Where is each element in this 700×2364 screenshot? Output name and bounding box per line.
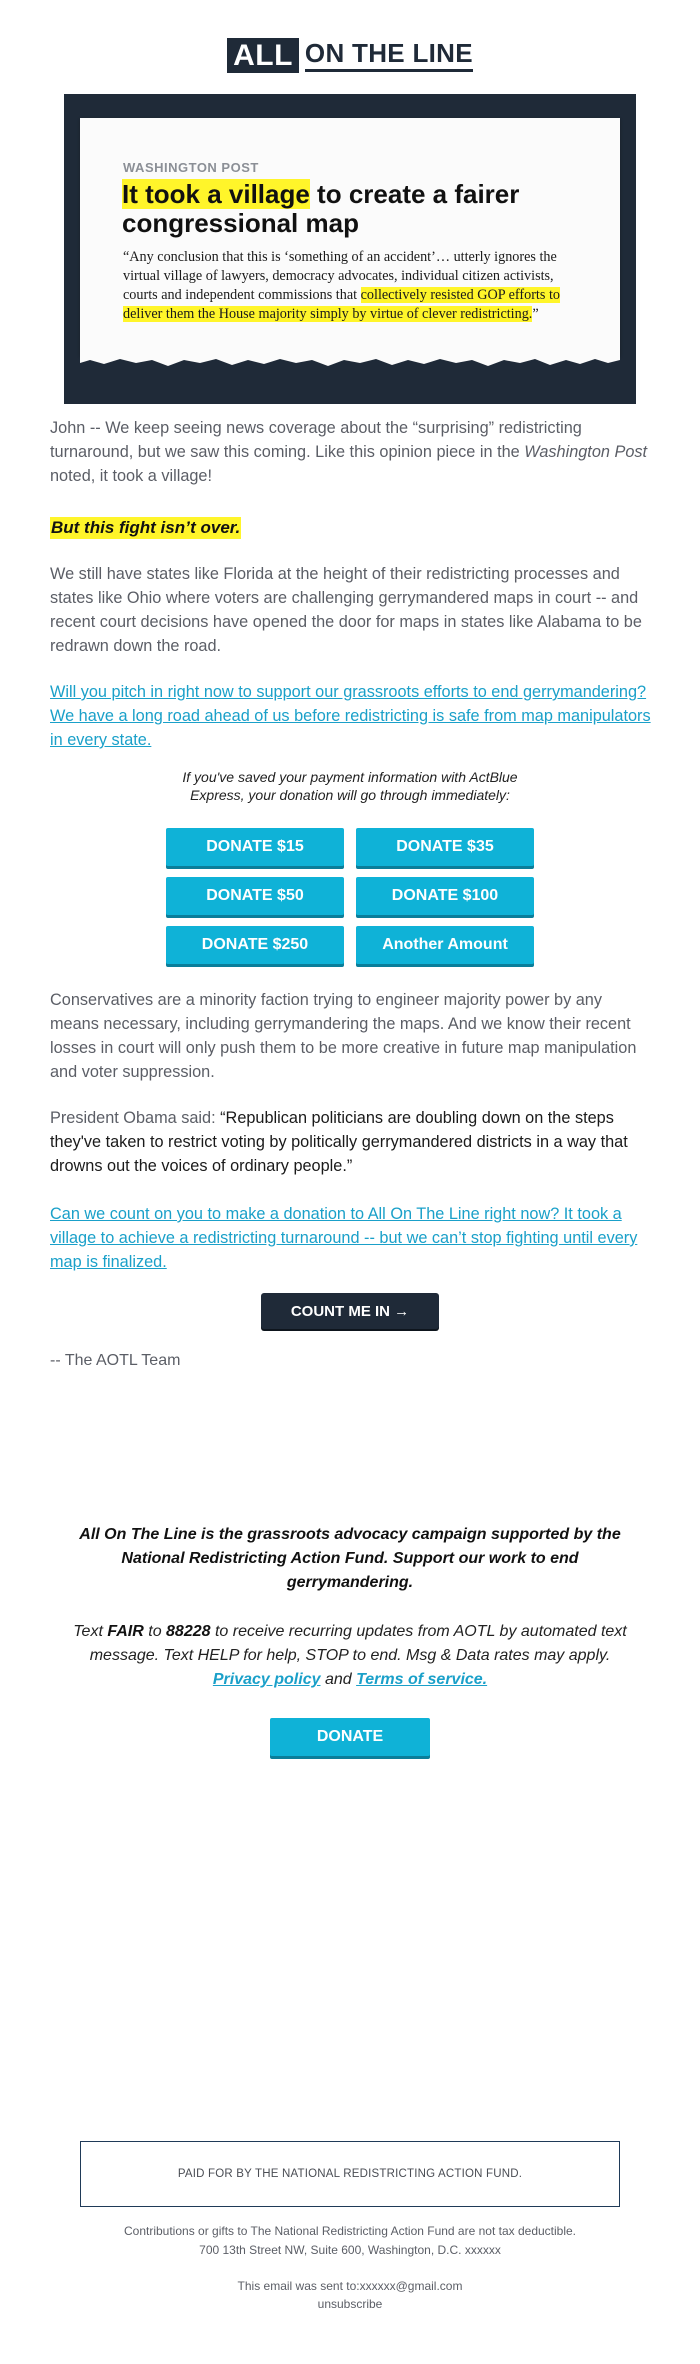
logo-box: ALL	[227, 38, 299, 73]
sms-text: to	[143, 1623, 167, 1640]
privacy-policy-link[interactable]: Privacy policy	[212, 1671, 321, 1688]
logo-text: ON THE LINE	[305, 39, 473, 72]
sms-text: to receive recurring updates from AOTL by automated text message. Text HELP for help, STOP to end. Msg & Data rates may apply.	[89, 1623, 627, 1664]
mailing-address: 700 13th Street NW, Suite 600, Washington, D.C. xxxxxx	[199, 2243, 501, 2257]
conservatives-paragraph: Conservatives are a minority faction trying to engineer majority power by any means necessary, including gerrymandering the maps. And we know their recent losses in court will only push them to be more creative in future map manipulation and voter suppression.	[50, 991, 637, 1081]
states-paragraph: We still have states like Florida at the height of their redistricting processes and states like Ohio where voters are challenging gerrymandered maps in court -- and recent court decisions have opened the door for maps in states like Alabama to be redrawn down the road.	[50, 565, 642, 655]
donate-15-button[interactable]: DONATE $15	[166, 828, 344, 866]
aotl-logo[interactable]	[0, 38, 700, 73]
quote-highlight: collectively resisted GOP efforts to deliver them the House majority simply by virtue of clever redistricting.	[123, 287, 560, 322]
actblue-note: If you've saved your payment information with ActBlue Express, your donation will go through immediately:	[182, 769, 518, 803]
sent-to-notice: This email was sent to:xxxxxx@gmail.com	[237, 2279, 463, 2293]
clipping-source: WASHINGTON POST	[123, 160, 259, 175]
paid-for-box: PAID FOR BY THE NATIONAL REDISTRICTING ACTION FUND.	[80, 2141, 620, 2207]
ask-paragraph	[50, 680, 655, 752]
count-donate-link[interactable]: Can we count on you to make a donation to All On The Line right now? It took a village to achieve a redistricting turnaround -- but we can’t stop fighting until every map is finalized.	[50, 1205, 638, 1271]
intro-text-end: noted, it took a village!	[50, 467, 213, 485]
count-me-in-button[interactable]: COUNT ME IN →	[261, 1293, 439, 1329]
count-paragraph	[50, 1202, 655, 1274]
terms-of-service-link[interactable]: Terms of service.	[356, 1671, 488, 1688]
fight-callout: But this fight isn’t over.	[51, 518, 241, 537]
sms-number: 88228	[166, 1623, 211, 1640]
donate-50-button[interactable]: DONATE $50	[166, 877, 344, 915]
contributions-disclaimer: Contributions or gifts to The National Redistricting Action Fund are not tax deductible.	[123, 2224, 577, 2238]
intro-paragraph	[50, 416, 655, 488]
torn-edge	[80, 354, 620, 368]
donate-button-grid	[166, 828, 536, 964]
donate-250-button[interactable]: DONATE $250	[166, 926, 344, 964]
donate-100-button[interactable]: DONATE $100	[356, 877, 534, 915]
newspaper-clipping	[80, 118, 620, 356]
clipping-quote	[123, 248, 583, 324]
sms-text: and	[320, 1671, 357, 1688]
headline-rest: to create a fairer congressional map	[122, 179, 520, 238]
unsubscribe-link[interactable]: unsubscribe	[317, 2297, 383, 2311]
intro-publication: Washington Post	[524, 443, 648, 461]
sms-text: Text	[73, 1623, 108, 1640]
footer-sms-disclosure	[60, 1620, 640, 1692]
donate-other-amount-button[interactable]: Another Amount	[356, 926, 534, 964]
footer-mission: All On The Line is the grassroots advocacy campaign supported by the National Redistricting Action Fund. Support our work to end gerrymandering.	[79, 1526, 621, 1591]
obama-quote: “Republican politicians are doubling down on the steps they've taken to restrict voting by politically gerrymandered districts in a way that drowns out the voices of ordinary people.”	[50, 1109, 628, 1175]
ask-donate-link[interactable]: Will you pitch in right now to support our grassroots efforts to end gerrymandering? We have a long road ahead of us before redistricting is safe from map manipulators in every state.	[50, 683, 651, 749]
sms-keyword: FAIR	[107, 1623, 144, 1640]
hero-clipping[interactable]	[64, 94, 636, 404]
quote-plain: “Any conclusion that this is ‘something of an accident’… utterly ignores the virtual village of lawyers, democracy advocates, individual citizen activists, courts and independent commissions that	[123, 249, 557, 303]
quote-end: ”	[532, 306, 539, 322]
signature: -- The AOTL Team	[50, 1352, 181, 1369]
clipping-headline	[122, 180, 592, 238]
obama-paragraph	[50, 1106, 655, 1178]
footer-donate-button[interactable]: DONATE	[270, 1718, 430, 1756]
intro-text: John -- We keep seeing news coverage about the “surprising” redistricting turnaround, but we saw this coming. Like this opinion piece in the	[50, 419, 582, 461]
obama-prefix: President Obama said:	[50, 1109, 221, 1127]
headline-highlight: It took a village	[122, 179, 310, 209]
donate-35-button[interactable]: DONATE $35	[356, 828, 534, 866]
